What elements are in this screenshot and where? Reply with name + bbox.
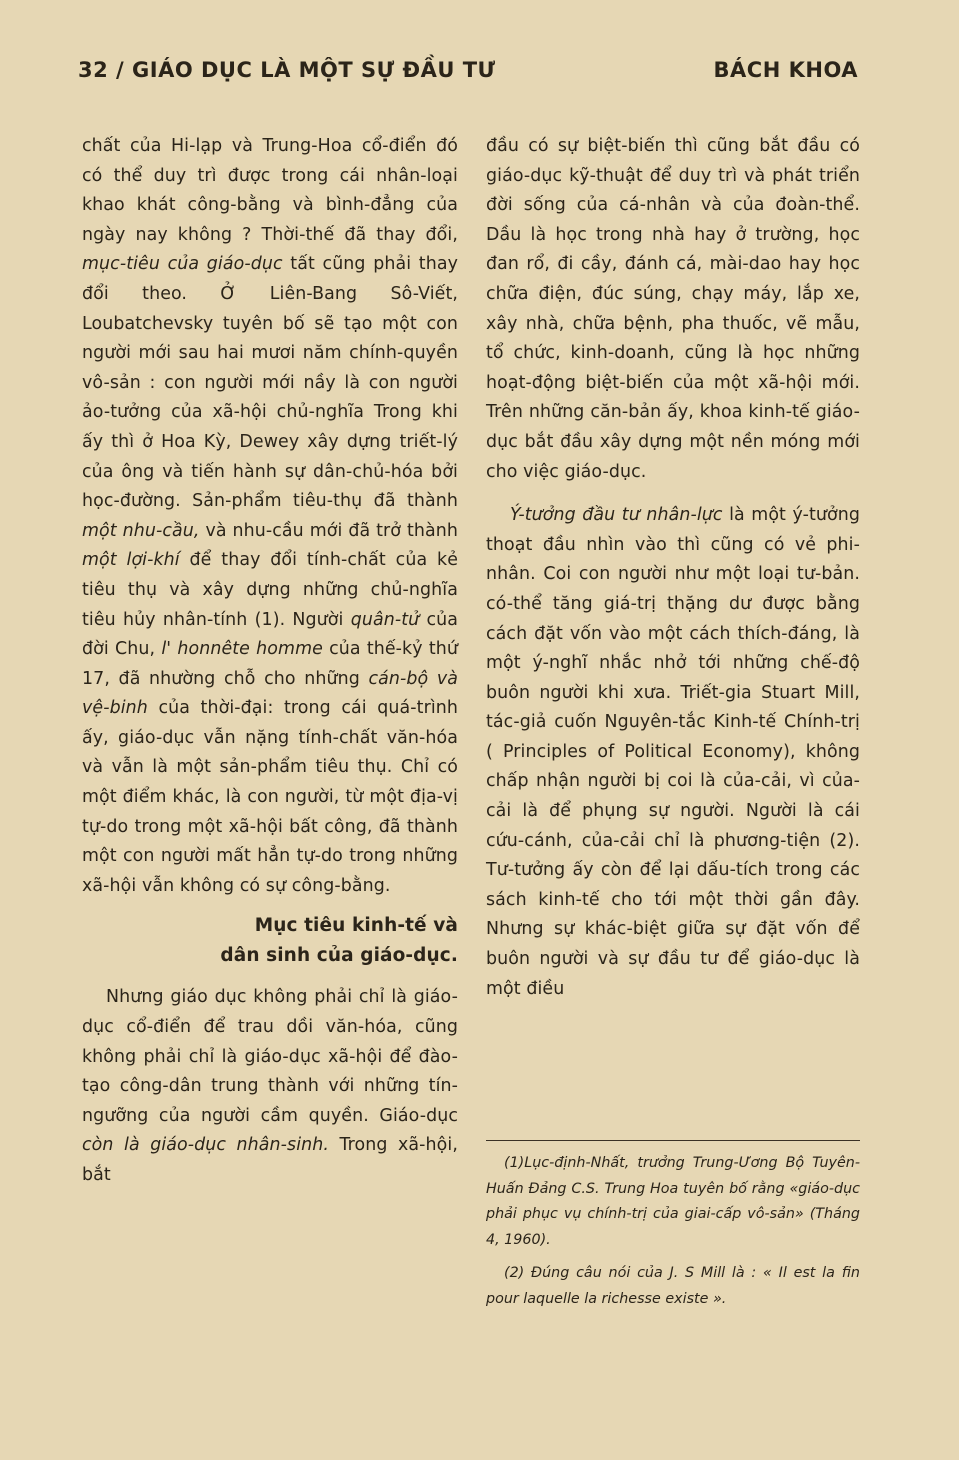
section-heading bbox=[82, 911, 458, 971]
footnotes bbox=[486, 1140, 860, 1312]
right-paragraph-1: đầu có sự biệt-biến thì cũng bắt đầu có giáo-dục kỹ-thuật để duy trì và phát triển đời sống của cá-nhân và của đoàn-thể. Dầu là học trong nhà hay ở trường, học đan rổ, đi cầy, đánh cá, mài-dao hay học chữa điện, đúc súng, chạy máy, lắp xe, xây nhà, chữa bệnh, pha thuốc, vẽ mẫu, tổ chức, kinh-doanh, cũng là học những hoạt-động biệt-biến của một xã-hội mới. Trên những căn-bản ấy, khoa kinh-tế giáo-dục bắt đầu xây dựng một nền móng mới cho việc giáo-dục. bbox=[486, 136, 860, 482]
section-heading-line-2: dân sinh của giáo-dục. bbox=[220, 945, 458, 967]
page-number-title: 32 / GIÁO DỤC LÀ MỘT SỰ ĐẦU TƯ bbox=[78, 58, 496, 82]
text-run: Nhưng giáo dục không phải chỉ là giáo-dục cổ-điển để trau dồi văn-hóa, cũng không phải chỉ là giáo-dục xã-hội để đào-tạo công-dân trung thành với những tín-ngưỡng của người cầm quyền. Giáo-dục bbox=[82, 987, 458, 1126]
italic-run: quân-tử bbox=[350, 609, 420, 630]
text-run: của thời-đại: trong cái quá-trình ấy, giáo-dục vẫn nặng tính-chất văn-hóa và vẫn là một sản-phẩm tiêu thụ. Chỉ có một điểm khác, là con người, từ một địa-vị tự-do trong một xã-hội bất công, đã thành một con người mất hẳn tự-do trong những xã-hội vẫn không có sự công-bằng. bbox=[82, 698, 458, 896]
italic-run: Ý-tưởng đầu tư nhân-lực bbox=[510, 505, 723, 526]
left-column bbox=[82, 132, 458, 1191]
text-run: là một ý-tưởng thoạt đầu nhìn vào thì cũng có vẻ phi-nhân. Coi con người như một loại tư-bản. có-thể tăng giá-trị thặng dư được bằng cách đặt vốn vào một cách thích-đáng, là một ý-nghĩ nhắc nhở tới những chế-độ buôn người khi xưa. Triết-gia Stuart Mill, tác-giả cuốn Nguyên-tắc Kinh-tế Chính-trị ( Principles of Political Economy), không chấp nhận người bị coi là của-cải, vì của-cải là để phụng sự người. Người là cái cứu-cánh, của-cải chỉ là phương-tiện (2). Tư-tưởng ấy còn để lại dấu-tích trong các sách kinh-tế cho tới một thời gần đây. Nhưng sự khác-biệt giữa sự đặt vốn để buôn người và sự đầu tư để giáo-dục là một điều bbox=[486, 505, 860, 999]
footnote-2: (2) Đúng câu nói của J. S Mill là : « Il est la fin pour laquelle la richesse existe ». bbox=[486, 1265, 860, 1307]
footnote-1: (1)Lục-định-Nhất, trưởng Trung-Ương Bộ Tuyên-Huấn Đảng C.S. Trung Hoa tuyên bố rằng «giáo-dục phải phục vụ chính-trị của giai-cấp vô-sản» (Tháng 4, 1960). bbox=[486, 1155, 860, 1248]
text-run: và nhu-cầu mới đã trở thành bbox=[199, 520, 458, 541]
text-run: chất của Hi-lạp và Trung-Hoa cổ-điển đó có thể duy trì được trong cái nhân-loại khao khát công-bằng và bình-đẳng của ngày nay không ? Thời-thế đã thay đổi, bbox=[82, 136, 458, 245]
left-paragraph-1 bbox=[82, 132, 458, 901]
right-column bbox=[486, 132, 860, 1004]
text-run: tất cũng phải thay đổi theo. Ở Liên-Bang Sô-Viết, Loubatchevsky tuyên bố sẽ tạo một con người mới sau hai mươi năm chính-quyền vô-sản : con người mới nầy là con người ảo-tưởng của xã-hội chủ-nghĩa Trong khi ấy thì ở Hoa Kỳ, Dewey xây dựng triết-lý của ông và tiến hành sự dân-chủ-hóa bởi học-đường. Sản-phẩm tiêu-thụ đã thành bbox=[82, 254, 458, 512]
right-paragraph-2 bbox=[486, 501, 860, 1004]
italic-run: l' honnête homme bbox=[161, 639, 323, 660]
italic-run: còn là giáo-dục nhân-sinh. bbox=[82, 1135, 330, 1156]
text-run: của thế-kỷ thứ 17, đã nhường chỗ cho những bbox=[82, 639, 458, 689]
magazine-name: BÁCH KHOA bbox=[713, 58, 858, 82]
text-run: Trong xã-hội, bắt bbox=[82, 1135, 458, 1185]
text-run: của đời Chu, bbox=[82, 609, 459, 660]
left-paragraph-2 bbox=[82, 983, 458, 1190]
italic-run: một nhu-cầu, bbox=[82, 520, 200, 541]
text-run: để thay đổi tính-chất của kẻ tiêu thụ và xây dựng những chủ-nghĩa tiêu hủy nhân-tính (1). Người bbox=[82, 550, 458, 630]
page-header bbox=[78, 58, 858, 94]
section-heading-line-1: Mục tiêu kinh-tế và bbox=[254, 915, 458, 937]
italic-run: một lợi-khí bbox=[82, 550, 180, 571]
italic-run: cán-bộ và vệ-binh bbox=[82, 668, 458, 719]
italic-run: mục-tiêu của giáo-dục bbox=[82, 254, 283, 275]
